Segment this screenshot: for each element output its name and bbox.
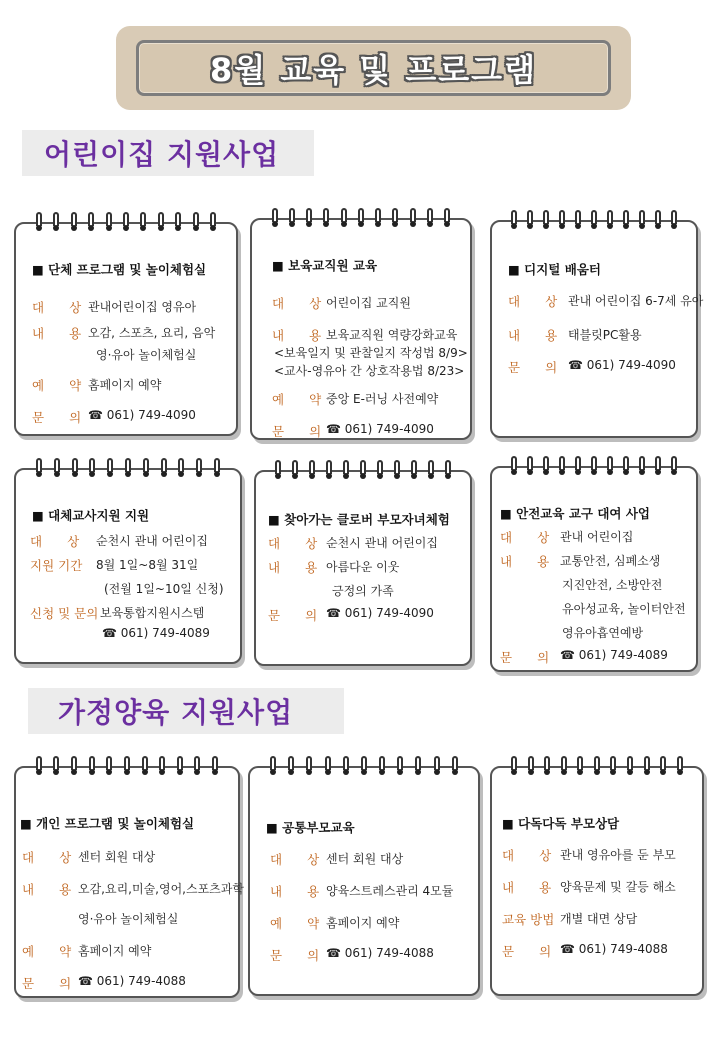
binder-ring-icon <box>409 208 417 230</box>
field-value: 교통안전, 심폐소생 <box>560 554 661 568</box>
binder-ring-icon <box>322 208 330 230</box>
program-card-teacher-education <box>250 218 472 440</box>
binder-ring-icon <box>543 756 551 778</box>
binder-ring-icon <box>542 210 550 232</box>
binder-ring-icon <box>160 458 168 480</box>
binder-ring-icon <box>192 212 200 234</box>
section-header-home <box>28 688 344 734</box>
field-label: 신청 및 문의 <box>30 606 99 621</box>
field-value: ☎ 061) 749-4089 <box>560 648 668 662</box>
binder-ring-icon <box>590 210 598 232</box>
binder-ring-icon <box>52 212 60 234</box>
binder-ring-icon <box>305 208 313 230</box>
program-card-digital-learning <box>490 220 704 438</box>
card-title: ■ 다독다독 부모상담 <box>502 816 620 831</box>
binder-ring-icon <box>88 458 96 480</box>
binder-ring-icon <box>213 458 221 480</box>
field-label: 문 의 <box>22 976 72 991</box>
binder-ring-icon <box>35 212 43 234</box>
card-title: ■ 대체교사지원 지원 <box>32 508 150 523</box>
field-label: 대 상 <box>22 850 72 865</box>
binder-ring-icon <box>195 458 203 480</box>
binder-ring-icon <box>510 210 518 232</box>
binder-ring-icon <box>357 208 365 230</box>
card-title: ■ 개인 프로그램 및 놀이체험실 <box>20 816 195 831</box>
program-card-clover-experience <box>254 470 472 666</box>
section-header-daycare <box>22 130 314 176</box>
binder-ring-icon <box>340 208 348 230</box>
field-label: 예 약 <box>272 392 322 407</box>
binder-rings <box>256 460 470 484</box>
field-label: 대 상 <box>268 536 318 551</box>
binder-ring-icon <box>510 756 518 778</box>
binder-ring-icon <box>427 460 435 482</box>
field-label: 내 용 <box>32 326 82 341</box>
program-card-individual-play <box>14 766 244 998</box>
field-value: 센터 회원 대상 <box>326 852 404 866</box>
binder-ring-icon <box>643 756 651 778</box>
field-label: 교육 방법 <box>502 912 555 927</box>
field-value: 유아성교육, 놀이터안전 <box>562 602 686 616</box>
binder-ring-icon <box>576 756 584 778</box>
field-label: 예 약 <box>32 378 82 393</box>
binder-ring-icon <box>378 756 386 778</box>
binder-ring-icon <box>87 212 95 234</box>
binder-ring-icon <box>676 756 684 778</box>
field-label: 문 의 <box>268 608 318 623</box>
program-card-parent-counseling <box>490 766 704 996</box>
field-value: 양육스트레스관리 4모듈 <box>326 884 454 898</box>
field-value: ☎ 061) 749-4090 <box>568 358 676 372</box>
binder-rings <box>492 756 702 780</box>
binder-ring-icon <box>211 756 219 778</box>
field-value: ☎ 061) 749-4088 <box>560 942 668 956</box>
field-value: 관내 어린이집 6-7세 유아 <box>568 294 704 308</box>
binder-ring-icon <box>626 756 634 778</box>
binder-ring-icon <box>52 756 60 778</box>
binder-ring-icon <box>659 756 667 778</box>
field-label: 예 약 <box>270 916 320 931</box>
binder-ring-icon <box>510 456 518 478</box>
binder-ring-icon <box>124 458 132 480</box>
field-label: 예 약 <box>22 944 72 959</box>
binder-ring-icon <box>426 208 434 230</box>
binder-ring-icon <box>209 212 217 234</box>
binder-ring-icon <box>414 756 422 778</box>
field-value: 관내어린이집 영유아 <box>88 300 197 314</box>
field-label: 내 용 <box>502 880 552 895</box>
field-label: 대 상 <box>502 848 552 863</box>
binder-ring-icon <box>53 458 61 480</box>
field-value: ☎ 061) 749-4090 <box>326 422 434 436</box>
binder-ring-icon <box>139 212 147 234</box>
binder-ring-icon <box>376 460 384 482</box>
field-value: (전월 1일~10일 신청) <box>104 582 224 596</box>
binder-ring-icon <box>396 756 404 778</box>
binder-ring-icon <box>177 458 185 480</box>
field-value: 홈페이지 예약 <box>326 916 400 930</box>
binder-ring-icon <box>158 756 166 778</box>
binder-ring-icon <box>542 456 550 478</box>
field-value: 영·유아 놀이체험실 <box>78 912 179 926</box>
page-title: 8월 교육 및 프로그램 <box>210 51 537 89</box>
title-banner <box>116 26 631 110</box>
field-label: 문 의 <box>502 944 552 959</box>
binder-ring-icon <box>342 460 350 482</box>
field-value: 태블릿PC활용 <box>568 328 642 342</box>
field-value: 개별 대면 상담 <box>560 912 638 926</box>
binder-ring-icon <box>342 756 350 778</box>
field-label: 지원 기간 <box>30 558 83 573</box>
binder-ring-icon <box>410 460 418 482</box>
field-value: ☎ 061) 749-4088 <box>78 974 186 988</box>
binder-ring-icon <box>141 756 149 778</box>
binder-ring-icon <box>105 756 113 778</box>
binder-ring-icon <box>105 212 113 234</box>
binder-ring-icon <box>444 460 452 482</box>
binder-ring-icon <box>574 210 582 232</box>
binder-ring-icon <box>609 756 617 778</box>
card-title: ■ 단체 프로그램 및 놀이체험실 <box>32 262 207 277</box>
field-label: 내 용 <box>272 328 322 343</box>
binder-ring-icon <box>193 756 201 778</box>
binder-rings <box>492 456 696 480</box>
binder-ring-icon <box>70 212 78 234</box>
binder-ring-icon <box>359 460 367 482</box>
card-title: ■ 안전교육 교구 대여 사업 <box>500 506 650 521</box>
section-title: 가정양육 지원사업 <box>58 696 294 729</box>
card-title: ■ 찾아가는 클로버 부모자녀체험 <box>268 512 450 527</box>
field-value: ☎ 061) 749-4089 <box>102 626 210 640</box>
field-label: 대 상 <box>500 530 550 545</box>
binder-ring-icon <box>123 756 131 778</box>
field-value: 긍정의 가족 <box>332 584 394 598</box>
binder-ring-icon <box>393 460 401 482</box>
binder-ring-icon <box>433 756 441 778</box>
binder-ring-icon <box>288 208 296 230</box>
field-value: 영·유아 놀이체험실 <box>96 348 197 362</box>
field-value: 양육문제 및 갈등 해소 <box>560 880 676 894</box>
field-label: 대 상 <box>30 534 80 549</box>
binder-ring-icon <box>142 458 150 480</box>
binder-ring-icon <box>305 756 313 778</box>
field-value: 보육교직원 역량강화교육 <box>326 328 458 342</box>
field-value: 관내 영유아를 둔 부모 <box>560 848 676 862</box>
field-label: 내 용 <box>270 884 320 899</box>
binder-ring-icon <box>174 212 182 234</box>
field-label: 문 의 <box>508 360 558 375</box>
binder-ring-icon <box>670 210 678 232</box>
binder-ring-icon <box>274 460 282 482</box>
binder-ring-icon <box>122 212 130 234</box>
field-value: 홈페이지 예약 <box>88 378 162 392</box>
field-label: 문 의 <box>270 948 320 963</box>
binder-ring-icon <box>308 460 316 482</box>
binder-ring-icon <box>157 212 165 234</box>
binder-ring-icon <box>622 456 630 478</box>
binder-ring-icon <box>560 756 568 778</box>
field-label: 대 상 <box>508 294 558 309</box>
field-value: ☎ 061) 749-4090 <box>326 606 434 620</box>
field-label: 대 상 <box>270 852 320 867</box>
field-value: 관내 어린이집 <box>560 530 634 544</box>
binder-ring-icon <box>670 456 678 478</box>
field-value: 오감, 스포츠, 요리, 음악 <box>88 326 216 340</box>
field-label: 대 상 <box>272 296 322 311</box>
field-value: 아름다운 이웃 <box>326 560 400 574</box>
binder-rings <box>250 756 478 780</box>
field-value: 순천시 관내 어린이집 <box>96 534 208 548</box>
binder-ring-icon <box>451 756 459 778</box>
field-value: <교사-영유아 간 상호작용법 8/23> <box>274 364 465 378</box>
binder-ring-icon <box>526 456 534 478</box>
binder-ring-icon <box>654 210 662 232</box>
binder-rings <box>252 208 470 232</box>
binder-ring-icon <box>324 756 332 778</box>
binder-ring-icon <box>287 756 295 778</box>
binder-ring-icon <box>271 208 279 230</box>
field-value: 오감,요리,미술,영어,스포츠과학 <box>78 882 244 896</box>
field-value: 영유아흡연예방 <box>562 626 644 640</box>
program-card-parent-education <box>248 766 480 996</box>
field-value: 홈페이지 예약 <box>78 944 152 958</box>
field-label: 문 의 <box>272 424 322 439</box>
binder-ring-icon <box>558 456 566 478</box>
binder-ring-icon <box>291 460 299 482</box>
binder-ring-icon <box>360 756 368 778</box>
binder-ring-icon <box>71 458 79 480</box>
program-card-safety-rental <box>490 466 698 672</box>
binder-ring-icon <box>622 210 630 232</box>
binder-ring-icon <box>443 208 451 230</box>
card-title: ■ 디지털 배움터 <box>508 262 601 277</box>
binder-ring-icon <box>35 756 43 778</box>
binder-ring-icon <box>638 210 646 232</box>
binder-ring-icon <box>654 456 662 478</box>
binder-ring-icon <box>590 456 598 478</box>
binder-ring-icon <box>558 210 566 232</box>
binder-ring-icon <box>574 456 582 478</box>
field-value: 센터 회원 대상 <box>78 850 156 864</box>
title-frame <box>136 40 611 96</box>
binder-rings <box>492 210 696 234</box>
binder-ring-icon <box>374 208 382 230</box>
binder-ring-icon <box>606 210 614 232</box>
field-value: 중앙 E-러닝 사전예약 <box>326 392 439 406</box>
field-label: 내 용 <box>268 560 318 575</box>
binder-ring-icon <box>593 756 601 778</box>
binder-ring-icon <box>638 456 646 478</box>
binder-ring-icon <box>35 458 43 480</box>
field-value: ☎ 061) 749-4090 <box>88 408 196 422</box>
program-card-group-play <box>14 222 238 436</box>
field-value: 순천시 관내 어린이집 <box>326 536 438 550</box>
binder-rings <box>16 212 236 236</box>
binder-ring-icon <box>269 756 277 778</box>
field-value: <보육일지 및 관찰일지 작성법 8/9> <box>274 346 468 360</box>
card-title: ■ 공통부모교육 <box>266 820 355 835</box>
field-label: 내 용 <box>508 328 558 343</box>
binder-ring-icon <box>88 756 96 778</box>
field-value: ☎ 061) 749-4088 <box>326 946 434 960</box>
binder-ring-icon <box>606 456 614 478</box>
binder-ring-icon <box>325 460 333 482</box>
binder-rings <box>16 756 238 780</box>
binder-ring-icon <box>391 208 399 230</box>
field-value: 보육통합지원시스템 <box>100 606 205 620</box>
binder-ring-icon <box>106 458 114 480</box>
section-title: 어린이집 지원사업 <box>44 138 280 171</box>
binder-rings <box>16 458 240 482</box>
field-value: 어린이집 교직원 <box>326 296 411 310</box>
field-label: 내 용 <box>500 554 550 569</box>
binder-ring-icon <box>176 756 184 778</box>
binder-ring-icon <box>526 210 534 232</box>
binder-ring-icon <box>70 756 78 778</box>
program-card-substitute-teacher <box>14 468 242 664</box>
field-label: 문 의 <box>500 650 550 665</box>
field-value: 8월 1일~8월 31일 <box>96 558 199 572</box>
field-label: 문 의 <box>32 410 82 425</box>
binder-ring-icon <box>527 756 535 778</box>
field-label: 내 용 <box>22 882 72 897</box>
field-value: 지진안전, 소방안전 <box>562 578 663 592</box>
field-label: 대 상 <box>32 300 82 315</box>
card-title: ■ 보육교직원 교육 <box>272 258 378 273</box>
